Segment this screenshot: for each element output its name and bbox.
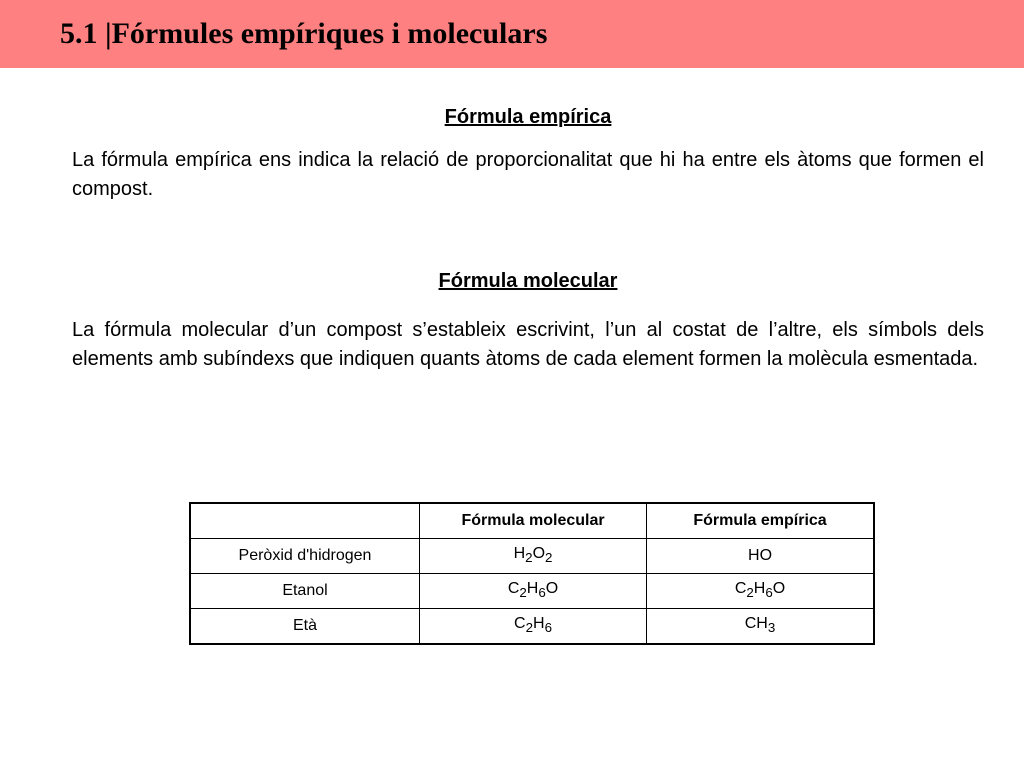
formula-subscript: 2 <box>746 585 754 601</box>
formula-symbol: H <box>533 614 545 632</box>
molecular-formula-text: La fórmula molecular d’un compost s’estableix escrivint, l’un al costat de l’altre, els símbols dels elements amb subíndexs que indiquen quants àtoms de cada element formen la molècula esmentada. <box>72 319 984 370</box>
empirical-formula-cell <box>647 574 874 609</box>
formula-table <box>189 502 875 645</box>
formula-symbol: H <box>513 544 526 562</box>
formula-symbol: H <box>526 579 539 597</box>
formula-symbol: O <box>545 579 559 597</box>
molecular-formula-cell <box>420 574 647 609</box>
title-bar <box>0 0 1024 68</box>
formula-subscript: 2 <box>519 585 527 601</box>
formula-symbol: H <box>753 579 766 597</box>
table-row <box>190 539 874 574</box>
formula-subscript: 2 <box>525 550 533 566</box>
table-header-compound <box>190 503 420 539</box>
formula-subscript: 6 <box>765 585 773 601</box>
formula-subscript: 2 <box>525 620 534 636</box>
table-row <box>190 574 874 609</box>
empirical-formula-text: La fórmula empírica ens indica la relació de proporcionalitat que hi ha entre els àtoms que formen el compost. <box>72 149 984 200</box>
empirical-formula-cell <box>647 609 874 645</box>
table-header-molecular: Fórmula molecular <box>420 503 647 539</box>
table-row <box>190 609 874 645</box>
compound-name-cell: Etanol <box>190 574 420 609</box>
empirical-formula-cell <box>647 539 874 574</box>
formula-subscript: 2 <box>545 550 553 566</box>
molecular-formula-heading: Fórmula molecular <box>438 270 618 292</box>
formula-symbol: O <box>772 579 786 597</box>
formula-subscript: 6 <box>544 620 552 636</box>
formula-symbol: C <box>734 579 747 597</box>
formula-symbol: CH <box>744 614 768 632</box>
formula-subscript: 3 <box>767 620 776 636</box>
table-header-empirical: Fórmula empírica <box>647 503 874 539</box>
table-body <box>190 539 874 645</box>
table-header-row <box>190 503 874 539</box>
molecular-formula-cell <box>420 609 647 645</box>
molecular-formula-cell <box>420 539 647 574</box>
formula-subscript: 6 <box>538 585 546 601</box>
formula-symbol: O <box>532 544 546 562</box>
empirical-formula-heading: Fórmula empírica <box>444 106 612 128</box>
formula-symbol: C <box>507 579 520 597</box>
formula-symbol: HO <box>748 547 773 564</box>
compound-name-cell: Età <box>190 609 420 645</box>
formula-symbol: C <box>514 614 526 632</box>
compound-name-cell: Peròxid d'hidrogen <box>190 539 420 574</box>
slide-title: 5.1 |Fórmules empíriques i moleculars <box>60 17 548 50</box>
